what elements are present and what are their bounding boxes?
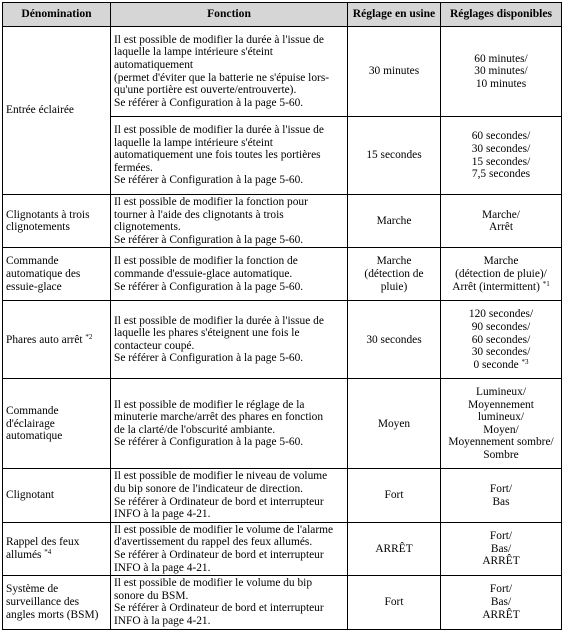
- text-line: Moyennement: [468, 398, 534, 411]
- text-line: Clignotant: [6, 489, 55, 502]
- text-line: Marche: [483, 255, 519, 268]
- text-line: automatiquement une fois toutes les portières: [114, 149, 321, 162]
- text-line: 15 secondes: [366, 149, 422, 162]
- text-line: surveillance des: [6, 596, 80, 609]
- text-line: Il est possible de modifier le volume du bip: [114, 577, 313, 590]
- text-line: Commande: [6, 255, 59, 268]
- cell-reglages-disponibles: [441, 469, 562, 522]
- text-line: Phares auto arrêt $^{*2}$: [6, 332, 93, 346]
- text-line: contacteur coupé.: [114, 339, 195, 352]
- text-line: ARRÊT: [482, 608, 520, 621]
- text-line: 30 secondes/: [471, 346, 531, 359]
- text-line: minuterie marche/arrêt des phares en fonction: [114, 411, 324, 424]
- text-line: laquelle les phares s'éteignent une fois le: [114, 327, 300, 340]
- table-row: [3, 301, 562, 379]
- cell-reglages-disponibles: [441, 522, 562, 575]
- text-line: Fort: [384, 489, 404, 502]
- text-line: Se référer à Configuration à la page 5-60.: [114, 352, 304, 365]
- text-line: Commande: [6, 404, 59, 417]
- table-row: [3, 27, 562, 117]
- text-line: Il est possible de modifier la durée à l'issue de: [114, 314, 324, 327]
- text-line: d'avertissement du rappel des feux allumés.: [114, 536, 313, 549]
- text-line: Marche: [376, 214, 412, 227]
- text-line: Système de: [6, 583, 59, 596]
- cell-reglage-usine: [348, 522, 441, 575]
- cell-fonction: [111, 576, 348, 629]
- cell-denomination: [3, 248, 111, 301]
- text-line: qu'une portière est ouverte/entrouverte).: [114, 84, 297, 97]
- text-line: Fort/: [489, 583, 513, 596]
- text-line: Bas: [492, 495, 510, 508]
- cell-reglage-usine: [348, 248, 441, 301]
- cell-reglage-usine: [348, 27, 441, 117]
- cell-denomination: [3, 27, 111, 195]
- settings-table-container: [2, 2, 562, 630]
- text-line: (permet d'éviter que la batterie ne s'épuise lors-: [114, 71, 330, 84]
- table-row: [3, 195, 562, 248]
- cell-fonction: [111, 522, 348, 575]
- cell-denomination: [3, 301, 111, 379]
- header-reglages-disponibles: Réglages disponibles: [441, 3, 562, 27]
- cell-reglage-usine: [348, 301, 441, 379]
- text-line: 60 secondes/: [471, 130, 531, 143]
- text-line: 30 secondes: [366, 333, 422, 346]
- text-line: Moyen/: [483, 423, 519, 436]
- text-line: Lumineux/: [476, 386, 526, 399]
- cell-denomination: [3, 195, 111, 248]
- text-line: Entrée éclairée: [6, 104, 74, 117]
- text-line: INFO à la page 4-21.: [114, 508, 211, 521]
- text-line: 30 minutes/: [474, 65, 528, 78]
- text-line: ARRÊT: [375, 542, 413, 555]
- table-row: [3, 248, 562, 301]
- cell-fonction: [111, 195, 348, 248]
- text-line: Se référer à Configuration à la page 5-60.: [114, 96, 304, 109]
- text-line: commande d'essuie-glace automatique.: [114, 268, 293, 281]
- header-denomination: Dénomination: [3, 3, 111, 27]
- table-row: [3, 576, 562, 629]
- header-reglage-usine: Réglage en usine: [348, 3, 441, 27]
- cell-fonction: [111, 27, 348, 117]
- text-line: Il est possible de modifier la fonction pour: [114, 196, 308, 208]
- text-line: INFO à la page 4-21.: [114, 561, 211, 574]
- text-line: tourner à l'aide des clignotants à trois: [114, 208, 284, 221]
- text-line: Rappel des feux: [6, 536, 80, 549]
- cell-denomination: [3, 469, 111, 522]
- table-row: [3, 379, 562, 469]
- cell-reglage-usine: [348, 469, 441, 522]
- text-line: Bas/: [490, 596, 512, 609]
- text-line: Se référer à Ordinateur de bord et interrupteur: [114, 602, 324, 615]
- text-line: 30 minutes: [368, 65, 420, 78]
- text-line: 30 secondes/: [471, 142, 531, 155]
- cell-reglages-disponibles: [441, 27, 562, 117]
- footnote-marker: *1: [542, 279, 550, 288]
- text-line: Il est possible de modifier la durée à l'issue de: [114, 33, 324, 46]
- cell-reglages-disponibles: [441, 379, 562, 469]
- text-line: allumés $^{*4}$: [6, 547, 52, 561]
- text-line: 90 secondes/: [471, 320, 531, 333]
- cell-reglages-disponibles: [441, 301, 562, 379]
- text-line: Fort/: [489, 482, 513, 495]
- text-line: Il est possible de modifier la fonction de: [114, 255, 298, 268]
- table-body: [3, 27, 562, 630]
- table-header-row: [3, 3, 562, 27]
- table-row: [3, 522, 562, 575]
- text-line: 0 seconde $^{*3}$: [473, 357, 529, 371]
- text-line: fermées.: [114, 161, 153, 174]
- cell-reglage-usine: [348, 117, 441, 195]
- text-line: automatique des: [6, 268, 81, 281]
- text-line: clignotements.: [114, 221, 181, 234]
- cell-reglages-disponibles: [441, 195, 562, 248]
- text-line: 60 minutes/: [474, 52, 528, 65]
- cell-fonction: [111, 379, 348, 469]
- text-line: Se référer à Ordinateur de bord et interrupteur: [114, 495, 324, 508]
- cell-fonction: [111, 117, 348, 195]
- text-line: automatique: [6, 430, 63, 443]
- text-line: (détection de: [364, 268, 424, 281]
- table-row: [3, 469, 562, 522]
- text-line: Il est possible de modifier la durée à l'issue de: [114, 124, 324, 137]
- footnote-marker: *3: [521, 357, 529, 366]
- cell-reglages-disponibles: [441, 248, 562, 301]
- cell-denomination: [3, 576, 111, 629]
- text-line: d'éclairage: [6, 417, 55, 430]
- text-line: Bas/: [490, 542, 512, 555]
- cell-fonction: [111, 248, 348, 301]
- text-line: Se référer à Configuration à la page 5-60.: [114, 436, 304, 449]
- text-line: Il est possible de modifier le volume de l'alarme: [114, 523, 334, 536]
- text-line: Arrêt: [488, 221, 514, 234]
- text-line: Marche/: [482, 208, 520, 221]
- text-line: laquelle la lampe intérieure s'éteint: [114, 46, 273, 59]
- text-line: Moyennement sombre/: [448, 436, 554, 449]
- text-line: INFO à la page 4-21.: [114, 614, 211, 627]
- cell-denomination: [3, 379, 111, 469]
- text-line: 15 secondes/: [471, 155, 531, 168]
- text-line: ARRÊT: [482, 555, 520, 568]
- text-line: Arrêt (intermittent) $^{*1}$: [452, 279, 550, 293]
- text-line: automatiquement: [114, 58, 194, 71]
- text-line: 120 secondes/: [468, 308, 534, 321]
- text-line: sonore du BSM.: [114, 589, 189, 602]
- cell-denomination: [3, 522, 111, 575]
- text-line: Marche: [376, 255, 412, 268]
- text-line: Fort/: [489, 530, 513, 543]
- cell-reglages-disponibles: [441, 576, 562, 629]
- settings-table: [2, 2, 562, 630]
- text-line: laquelle la lampe intérieure s'éteint: [114, 136, 273, 149]
- cell-reglages-disponibles: [441, 117, 562, 195]
- text-line: Moyen: [377, 417, 411, 430]
- text-line: Se référer à Ordinateur de bord et interrupteur: [114, 548, 324, 561]
- cell-fonction: [111, 301, 348, 379]
- cell-reglage-usine: [348, 195, 441, 248]
- text-line: Se référer à Configuration à la page 5-60.: [114, 233, 304, 246]
- text-line: Clignotants à trois: [6, 208, 90, 221]
- text-line: 10 minutes: [475, 77, 527, 90]
- text-line: Il est possible de modifier le niveau de volume: [114, 470, 328, 483]
- text-line: angles morts (BSM): [6, 608, 99, 621]
- text-line: du bip sonore de l'indicateur de direction.: [114, 482, 303, 495]
- text-line: essuie-glace: [6, 280, 62, 293]
- cell-reglage-usine: [348, 576, 441, 629]
- text-line: (détection de pluie)/: [455, 268, 547, 281]
- footnote-marker: *4: [44, 547, 52, 556]
- text-line: clignotements: [6, 221, 70, 234]
- text-line: pluie): [380, 280, 408, 293]
- text-line: Il est possible de modifier le réglage de la: [114, 398, 305, 411]
- text-line: de la clarté/de l'obscurité ambiante.: [114, 423, 276, 436]
- text-line: 60 secondes/: [471, 333, 531, 346]
- cell-fonction: [111, 469, 348, 522]
- text-line: Fort: [384, 596, 404, 609]
- text-line: 7,5 secondes: [471, 168, 531, 181]
- text-line: lumineux/: [477, 411, 525, 424]
- text-line: Se référer à Configuration à la page 5-60.: [114, 174, 304, 187]
- footnote-marker: *2: [85, 332, 93, 341]
- header-fonction: Fonction: [111, 3, 348, 27]
- text-line: Sombre: [483, 449, 519, 462]
- cell-reglage-usine: [348, 379, 441, 469]
- text-line: Se référer à Configuration à la page 5-60.: [114, 280, 304, 293]
